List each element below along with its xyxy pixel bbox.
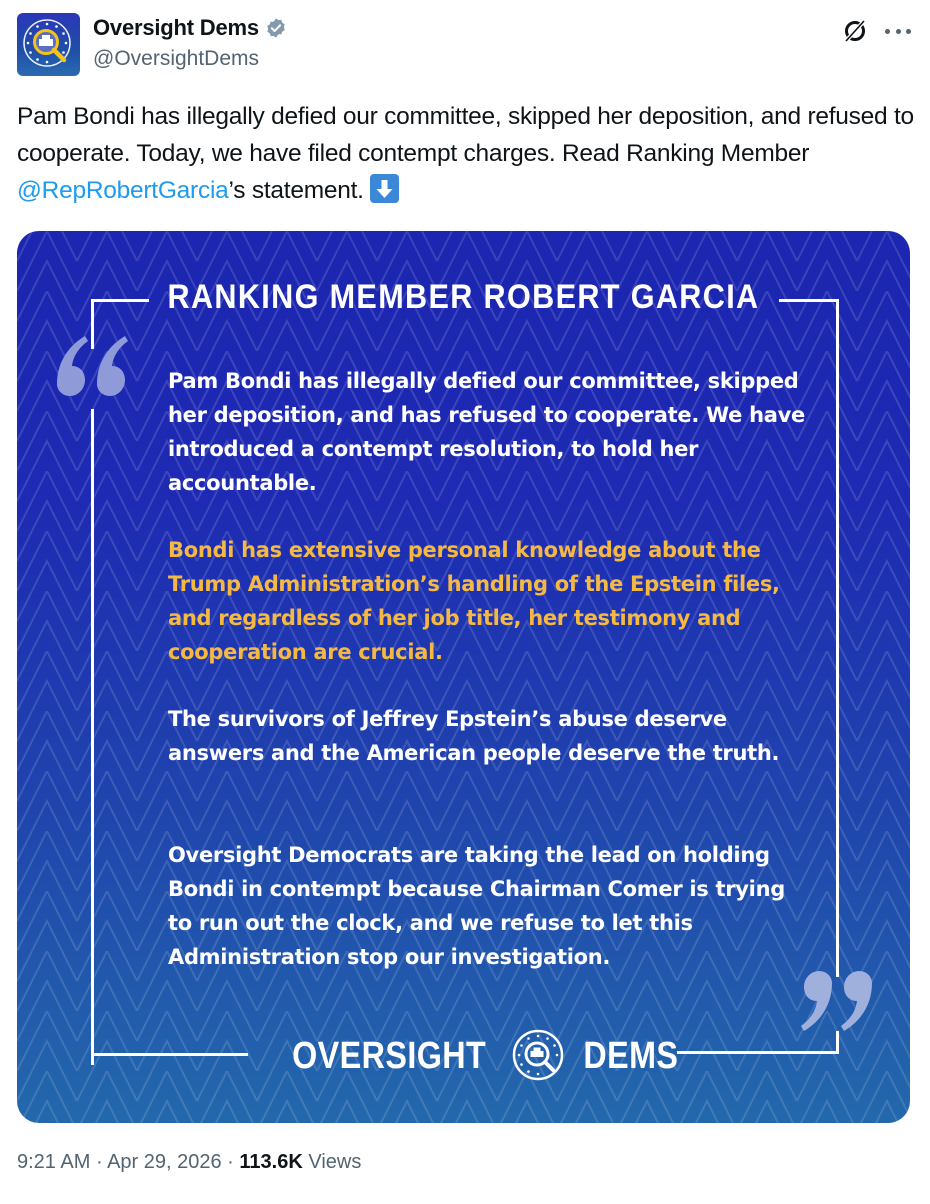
timestamp-time[interactable]: 9:21 AM [17,1151,91,1173]
views-label: Views [308,1151,362,1173]
separator: · [227,1151,234,1173]
logo-text-right: DEMS [583,1034,679,1077]
frame-line-left [91,409,94,1065]
more-horizontal-icon[interactable] [883,21,913,41]
open-quote-icon [47,326,137,406]
separator: · [95,1151,103,1173]
close-quote-icon [794,961,884,1041]
oversight-dems-footer-logo [275,1026,687,1086]
statement-paragraph-2-highlight: Bondi has extensive personal knowledge about the Trump Administration’s handling of the Epstein files, and regardless of her job title, her testimony and cooperation are crucial. [168,538,780,664]
statement-paragraph-3: The survivors of Jeffrey Epstein’s abuse deserve answers and the American people deserve the truth. [168,707,780,765]
tweet-meta [17,1151,361,1174]
dot [906,29,911,34]
views-count[interactable]: 113.6K [239,1151,303,1173]
frame-line-bottom-right [677,1051,837,1054]
frame-line-right [836,299,839,977]
timestamp-date[interactable]: Apr 29, 2026 [107,1151,222,1173]
mention-link[interactable]: @RepRobertGarcia [17,177,229,204]
magnifier-seal-icon [511,1028,567,1084]
tweet-text-body: Pam Bondi has illegally defied our committee, skipped her deposition, and refused to cooperate. Today, we have filed contempt charges. Read Ranking Member [17,103,914,167]
down-arrow-emoji-icon [370,174,399,203]
tweet-header [17,13,913,77]
name-row [93,15,287,41]
tweet-text-tail: ’s statement. [228,177,364,204]
statement-paragraph-1: Pam Bondi has illegally defied our committee, skipped her deposition, and has refused to cooperate. We have introduced a contempt resolution, to hold her accountable. [168,369,805,495]
handle[interactable]: @OversightDems [93,47,260,70]
display-name[interactable]: Oversight Dems [93,15,259,40]
dot [885,29,890,34]
statement-paragraph-4: Oversight Democrats are taking the lead on holding Bondi in contempt because Chairman Comer is trying to run out the clock, and we refuse to let this Administration stop our investigation. [168,843,785,969]
logo-text-left: OVERSIGHT [292,1034,487,1077]
frame-line-bottom-left [91,1053,248,1056]
avatar[interactable] [17,13,80,76]
dot [896,29,901,34]
oversight-dems-logo-icon [17,13,80,76]
media-image[interactable] [17,231,910,1123]
verified-badge-icon[interactable] [265,17,287,39]
tweet-text [17,98,917,209]
card-title: RANKING MEMBER ROBERT GARCIA [167,278,760,316]
grok-icon[interactable] [841,17,869,45]
